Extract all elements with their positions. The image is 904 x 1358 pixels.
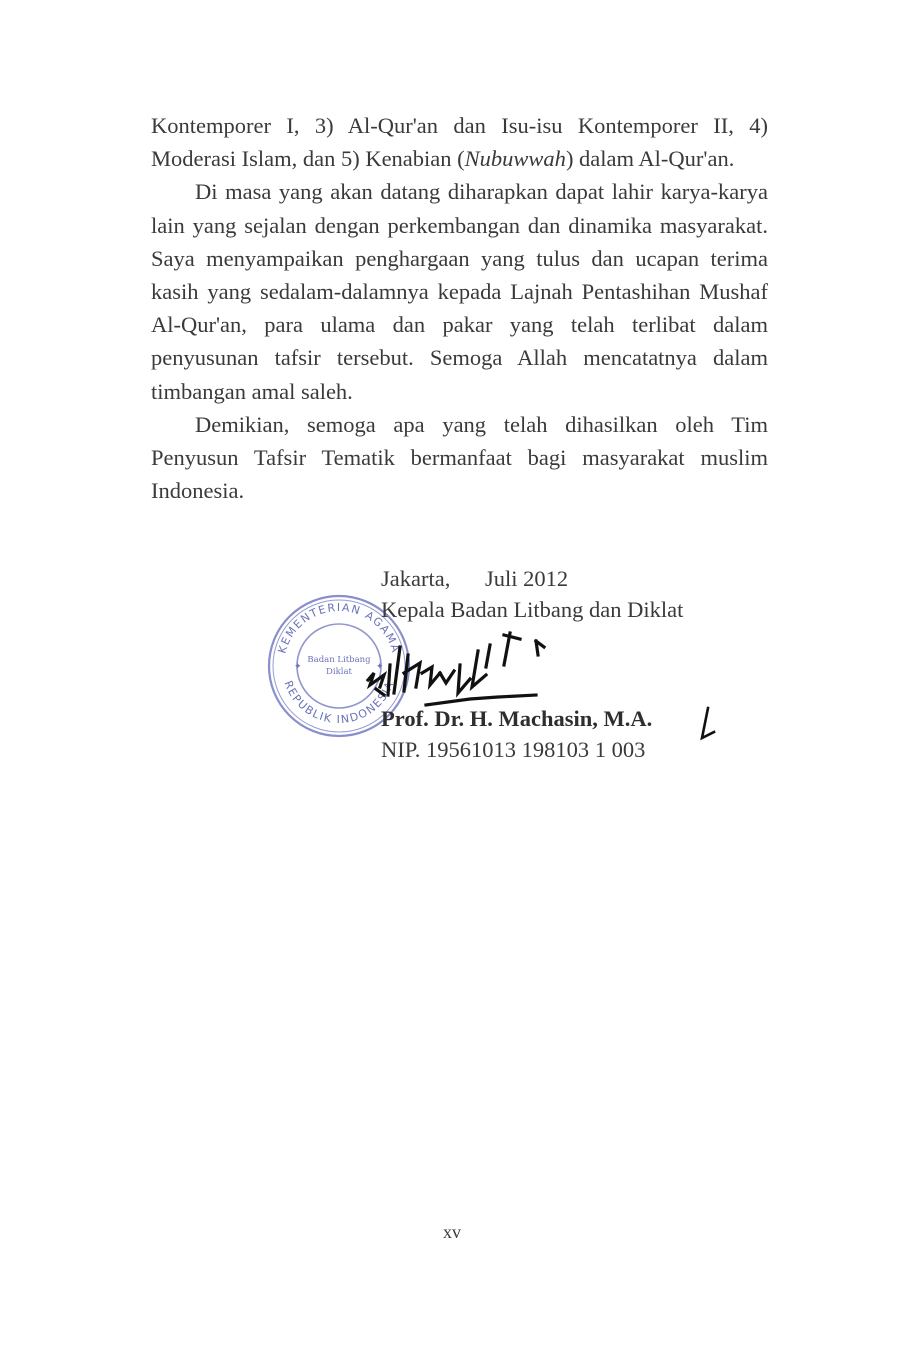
stamp-star-right: ✦ <box>376 661 384 671</box>
paragraph-3: Demikian, semoga apa yang telah dihasilkan oleh Tim Penyusun Tafsir Tematik bermanfaat bagi masyarakat muslim Indonesia. <box>151 411 768 504</box>
signature-block <box>381 563 683 625</box>
place-date-line <box>381 563 683 594</box>
stamp-bottom-text: REPUBLIK INDONESIA <box>281 678 397 727</box>
paragraph-2: Di masa yang akan datang diharapkan dapat lahir karya-karya lain yang sejalan dengan perkembangan dan dinamika masyarakat. Saya menyampaikan penghargaan yang tulus dan ucapan terima kasih yang sedalam-dalamnya kepada Lajnah Pentashihan Mushaf Al-Qur'an, para ulama dan pakar yang telah terlibat dalam penyusunan tafsir tersebut. Semoga Allah mencatatnya dalam timbangan amal saleh. <box>151 179 768 404</box>
stamp-star-left: ✦ <box>294 661 302 671</box>
signatory-name: Prof. Dr. H. Machasin, M.A. <box>381 706 653 731</box>
paragraph-1-italic-term: Nubuwwah <box>464 146 566 172</box>
signatory-nip: NIP. 19561013 198103 1 003 <box>381 737 646 762</box>
paragraph-1-text-end: ) dalam Al-Qur'an. <box>565 146 735 172</box>
stamp-inner-line-2: Diklat <box>326 667 352 677</box>
signature-date: Juli 2012 <box>485 566 569 591</box>
stamp-inner-line-1: Badan Litbang <box>307 655 371 665</box>
handwritten-initial <box>696 706 718 742</box>
signature-place: Jakarta, <box>381 566 451 591</box>
stamp-top-text: KEMENTERIAN AGAMA <box>275 600 403 656</box>
body-text <box>151 109 768 507</box>
paragraph-1 <box>151 109 768 175</box>
paragraph-1-text: Kontemporer I, 3) Al-Qur'an dan Isu-isu Kontemporer II, 4) Moderasi Islam, dan 5) Kenabian ( <box>151 113 768 172</box>
page-number: xv <box>443 1222 461 1242</box>
signature-position: Kepala Badan Litbang dan Diklat <box>381 597 684 622</box>
